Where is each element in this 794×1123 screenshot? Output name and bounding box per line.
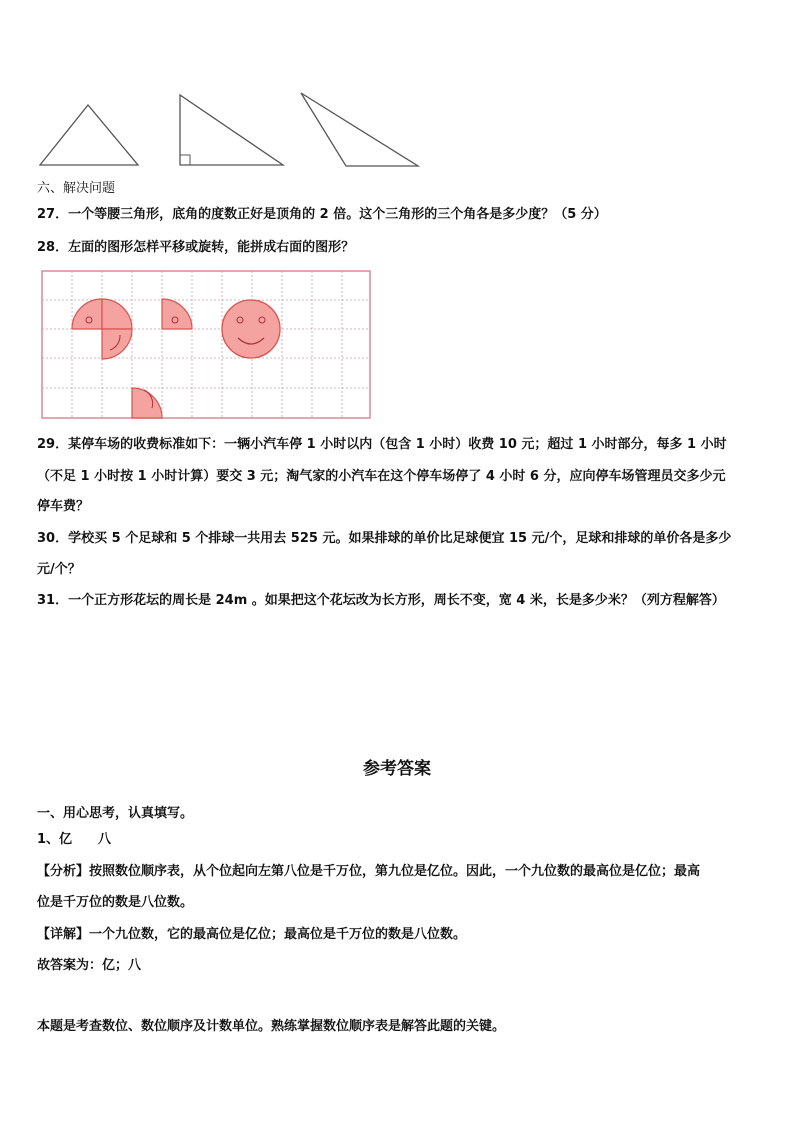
- comment-text: 本题是考查数位、数位顺序及计数单位。熟练掌握数位顺序表是解答此题的关键。: [37, 1019, 506, 1034]
- question-28: 28．左面的图形怎样平移或旋转，能拼成右面的图形？: [37, 240, 355, 255]
- section-6-heading: 六、解决问题: [37, 181, 116, 196]
- question-27: 27．一个等腰三角形，底角的度数正好是顶角的 2 倍。这个三角形的三个角各是多少度？（5 分）: [37, 207, 607, 222]
- quarter-circle-f: [132, 388, 162, 418]
- grid-border: [42, 271, 370, 418]
- right-triangle: [180, 95, 283, 165]
- obtuse-triangle: [301, 93, 418, 166]
- smiley-face: [222, 300, 280, 358]
- quarter-circle-b: [102, 299, 132, 329]
- quarter-circle-a: [72, 299, 102, 329]
- analysis-line-1: 【分析】按照数位顺序表，从个位起向左第八位是千万位，第九位是亿位。因此，一个九位数的最高位是亿位；最高: [37, 864, 701, 879]
- acute-triangle: [40, 105, 138, 165]
- triangles-figure: [30, 88, 430, 173]
- question-29-line-1: 29．某停车场的收费标准如下：一辆小汽车停 1 小时以内（包含 1 小时）收费 10 元；超过 1 小时部分，每多 1 小时: [37, 437, 727, 452]
- right-angle-mark: [180, 155, 190, 165]
- question-29-line-2: （不足 1 小时按 1 小时计算）要交 3 元；淘气家的小汽车在这个停车场停了 4 小时 6 分，应向停车场管理员交多少元: [37, 469, 726, 484]
- question-30-line-1: 30．学校买 5 个足球和 5 个排球一共用去 525 元。如果排球的单价比足球便宜 15 元/个，足球和排球的单价各是多少: [37, 531, 732, 546]
- grid-dashed-lines: [42, 271, 370, 418]
- answers-section-1: 一、用心思考，认真填写。: [37, 806, 194, 821]
- question-30-line-2: 元/个？: [37, 562, 81, 577]
- answer-1: 1、亿 八: [37, 832, 112, 847]
- quarter-circle-c: [102, 329, 132, 359]
- analysis-line-2: 位是千万位的数是八位数。: [37, 895, 194, 910]
- detail-text: 【详解】一个九位数，它的最高位是亿位；最高位是千万位的数是八位数。: [37, 927, 467, 942]
- question-31: 31．一个正方形花坛的周长是 24m 。如果把这个花坛改为长方形，周长不变，宽 4 米，长是多少米？（列方程解答）: [37, 593, 725, 608]
- answers-title: 参考答案: [363, 759, 431, 779]
- conclusion-text: 故答案为：亿；八: [37, 958, 142, 973]
- quarter-circle-d: [162, 299, 192, 329]
- grid-figure: [40, 268, 374, 422]
- question-29-line-3: 停车费？: [37, 499, 90, 514]
